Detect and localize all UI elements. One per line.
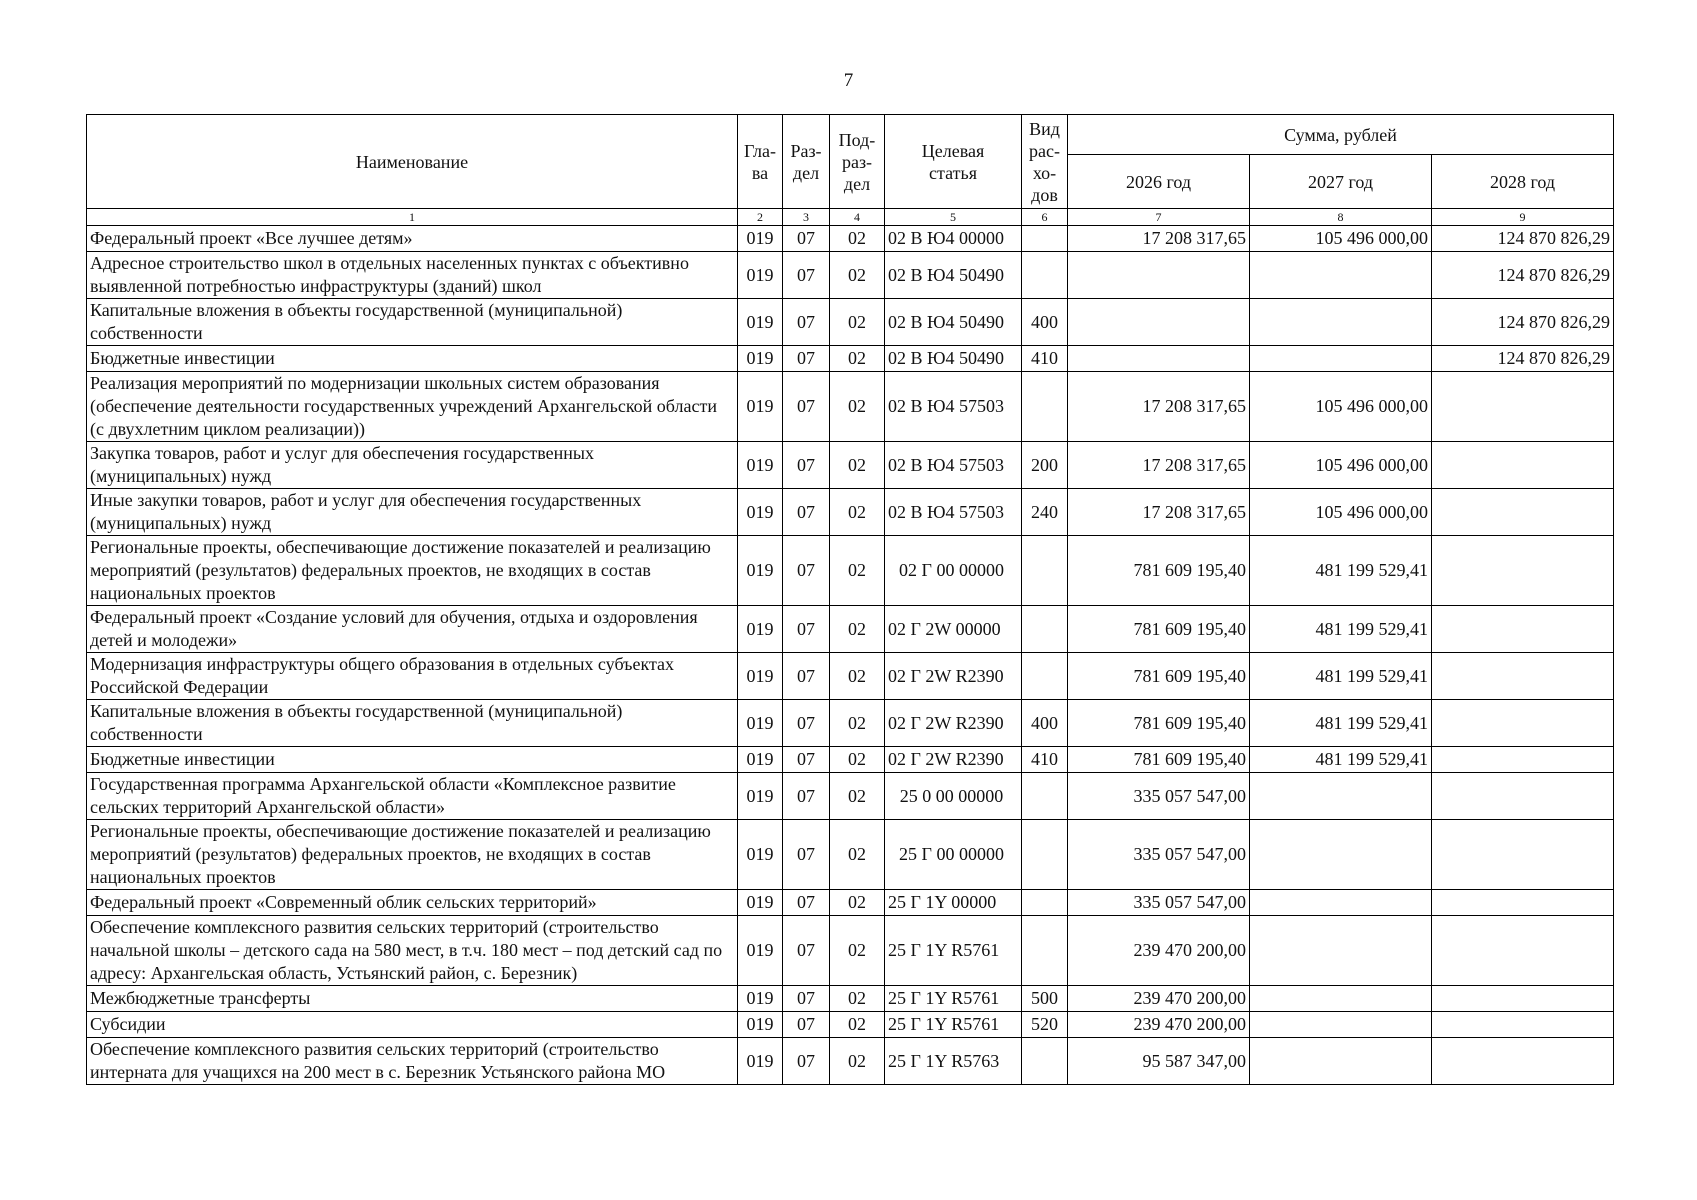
row-target-code: 02 В Ю4 00000: [885, 226, 1022, 252]
row-sum-2028: [1432, 489, 1614, 536]
row-razdel: 07: [783, 700, 830, 747]
row-podrazdel: 02: [830, 299, 885, 346]
row-sum-2027: 481 199 529,41: [1250, 606, 1432, 653]
row-razdel: 07: [783, 747, 830, 773]
row-expense-type: 200: [1022, 442, 1068, 489]
row-razdel: 07: [783, 536, 830, 606]
row-sum-2028: [1432, 773, 1614, 820]
header-podrazdel: Под- раз- дел: [830, 115, 885, 209]
row-podrazdel: 02: [830, 916, 885, 986]
row-sum-2027: [1250, 346, 1432, 372]
column-number: 2: [738, 209, 783, 226]
column-number: 8: [1250, 209, 1432, 226]
column-number: 4: [830, 209, 885, 226]
row-expense-type: [1022, 606, 1068, 653]
row-sum-2026: 335 057 547,00: [1068, 820, 1250, 890]
row-glava: 019: [738, 299, 783, 346]
row-name: Капитальные вложения в объекты государственной (муниципальной) собственности: [87, 299, 738, 346]
row-name: Региональные проекты, обеспечивающие достижение показателей и реализацию мероприятий (результатов) федеральных проектов, не входящих в состав национальных проектов: [87, 536, 738, 606]
column-number: 9: [1432, 209, 1614, 226]
row-podrazdel: 02: [830, 252, 885, 299]
row-sum-2026: 17 208 317,65: [1068, 489, 1250, 536]
row-sum-2026: 239 470 200,00: [1068, 916, 1250, 986]
column-number: 1: [87, 209, 738, 226]
row-podrazdel: 02: [830, 346, 885, 372]
row-sum-2027: 105 496 000,00: [1250, 226, 1432, 252]
row-podrazdel: 02: [830, 372, 885, 442]
row-sum-2027: [1250, 252, 1432, 299]
row-razdel: 07: [783, 226, 830, 252]
row-target-code: 02 В Ю4 50490: [885, 252, 1022, 299]
row-sum-2026: [1068, 299, 1250, 346]
row-name: Субсидии: [87, 1012, 738, 1038]
row-sum-2027: [1250, 986, 1432, 1012]
row-glava: 019: [738, 700, 783, 747]
row-expense-type: [1022, 890, 1068, 916]
row-glava: 019: [738, 346, 783, 372]
row-target-code: 25 Г 00 00000: [885, 820, 1022, 890]
row-expense-type: [1022, 773, 1068, 820]
row-razdel: 07: [783, 773, 830, 820]
row-podrazdel: 02: [830, 1012, 885, 1038]
row-glava: 019: [738, 653, 783, 700]
row-sum-2027: [1250, 299, 1432, 346]
row-expense-type: 400: [1022, 700, 1068, 747]
row-target-code: 02 В Ю4 50490: [885, 299, 1022, 346]
row-glava: 019: [738, 916, 783, 986]
row-sum-2028: 124 870 826,29: [1432, 252, 1614, 299]
header-vid: Вид рас- хо- дов: [1022, 115, 1068, 209]
row-podrazdel: 02: [830, 653, 885, 700]
row-name: Федеральный проект «Создание условий для обучения, отдыха и оздоровления детей и молодежи»: [87, 606, 738, 653]
row-sum-2026: 781 609 195,40: [1068, 747, 1250, 773]
budget-table: [86, 114, 1614, 1085]
row-sum-2028: [1432, 916, 1614, 986]
row-name: Реализация мероприятий по модернизации школьных систем образования (обеспечение деятельности государственных учреждений Архангельской области (с двухлетним циклом реализации)): [87, 372, 738, 442]
row-sum-2027: 481 199 529,41: [1250, 700, 1432, 747]
row-target-code: 02 Г 2W R2390: [885, 747, 1022, 773]
row-podrazdel: 02: [830, 773, 885, 820]
column-number: 3: [783, 209, 830, 226]
row-sum-2028: [1432, 536, 1614, 606]
row-glava: 019: [738, 747, 783, 773]
row-sum-2027: 105 496 000,00: [1250, 442, 1432, 489]
row-glava: 019: [738, 773, 783, 820]
row-podrazdel: 02: [830, 986, 885, 1012]
row-sum-2028: [1432, 747, 1614, 773]
row-sum-2027: [1250, 820, 1432, 890]
table-row: [87, 299, 1614, 346]
header-razdel: Раз- дел: [783, 115, 830, 209]
table-row: [87, 489, 1614, 536]
column-number: 6: [1022, 209, 1068, 226]
row-razdel: 07: [783, 820, 830, 890]
header-summa: Сумма, рублей: [1068, 115, 1614, 155]
table-row: [87, 773, 1614, 820]
table-row: [87, 916, 1614, 986]
row-glava: 019: [738, 489, 783, 536]
row-glava: 019: [738, 536, 783, 606]
row-target-code: 02 В Ю4 57503: [885, 442, 1022, 489]
table-row: [87, 653, 1614, 700]
row-sum-2028: [1432, 372, 1614, 442]
row-name: Адресное строительство школ в отдельных населенных пунктах с объективно выявленной потребностью инфраструктуры (зданий) школ: [87, 252, 738, 299]
row-sum-2026: 17 208 317,65: [1068, 442, 1250, 489]
table-row: [87, 747, 1614, 773]
row-sum-2026: 239 470 200,00: [1068, 986, 1250, 1012]
row-sum-2028: [1432, 820, 1614, 890]
header-glava: Гла- ва: [738, 115, 783, 209]
row-podrazdel: 02: [830, 747, 885, 773]
row-glava: 019: [738, 372, 783, 442]
row-podrazdel: 02: [830, 1038, 885, 1085]
row-target-code: 02 Г 2W R2390: [885, 653, 1022, 700]
table-row: [87, 1038, 1614, 1085]
table-row: [87, 986, 1614, 1012]
row-razdel: 07: [783, 346, 830, 372]
row-sum-2028: [1432, 442, 1614, 489]
row-podrazdel: 02: [830, 536, 885, 606]
row-sum-2026: [1068, 346, 1250, 372]
row-expense-type: [1022, 1038, 1068, 1085]
row-sum-2026: [1068, 252, 1250, 299]
row-podrazdel: 02: [830, 890, 885, 916]
row-glava: 019: [738, 1012, 783, 1038]
row-expense-type: 520: [1022, 1012, 1068, 1038]
row-expense-type: [1022, 916, 1068, 986]
table-row: [87, 890, 1614, 916]
row-glava: 019: [738, 986, 783, 1012]
row-glava: 019: [738, 226, 783, 252]
row-razdel: 07: [783, 1038, 830, 1085]
row-razdel: 07: [783, 299, 830, 346]
column-number: 5: [885, 209, 1022, 226]
row-razdel: 07: [783, 606, 830, 653]
row-name: Государственная программа Архангельской области «Комплексное развитие сельских территорий Архангельской области»: [87, 773, 738, 820]
row-expense-type: 240: [1022, 489, 1068, 536]
row-sum-2026: 239 470 200,00: [1068, 1012, 1250, 1038]
row-podrazdel: 02: [830, 226, 885, 252]
row-name: Иные закупки товаров, работ и услуг для обеспечения государственных (муниципальных) нужд: [87, 489, 738, 536]
row-target-code: 25 Г 1Y 00000: [885, 890, 1022, 916]
row-podrazdel: 02: [830, 489, 885, 536]
row-sum-2028: [1432, 606, 1614, 653]
row-razdel: 07: [783, 442, 830, 489]
row-sum-2027: [1250, 890, 1432, 916]
row-target-code: 02 В Ю4 57503: [885, 372, 1022, 442]
column-number: 7: [1068, 209, 1250, 226]
row-sum-2027: 105 496 000,00: [1250, 372, 1432, 442]
row-sum-2027: [1250, 1038, 1432, 1085]
header-year-2028: 2028 год: [1432, 155, 1614, 209]
row-expense-type: [1022, 653, 1068, 700]
row-razdel: 07: [783, 1012, 830, 1038]
row-razdel: 07: [783, 986, 830, 1012]
row-sum-2027: 481 199 529,41: [1250, 536, 1432, 606]
row-target-code: 02 Г 2W R2390: [885, 700, 1022, 747]
row-sum-2026: 17 208 317,65: [1068, 226, 1250, 252]
row-podrazdel: 02: [830, 700, 885, 747]
row-target-code: 02 В Ю4 57503: [885, 489, 1022, 536]
row-sum-2027: [1250, 1012, 1432, 1038]
row-name: Обеспечение комплексного развития сельских территорий (строительство начальной школы – детского сада на 580 мест, в т.ч. 180 мест – под детский сад по адресу: Архангельская область, Устьянский район, с. Березник): [87, 916, 738, 986]
row-name: Обеспечение комплексного развития сельских территорий (строительство интерната для учащихся на 200 мест в с. Березник Устьянского района МО: [87, 1038, 738, 1085]
row-sum-2028: 124 870 826,29: [1432, 346, 1614, 372]
row-podrazdel: 02: [830, 820, 885, 890]
row-glava: 019: [738, 1038, 783, 1085]
row-razdel: 07: [783, 890, 830, 916]
row-target-code: 25 Г 1Y R5761: [885, 916, 1022, 986]
table-row: [87, 536, 1614, 606]
row-sum-2027: 105 496 000,00: [1250, 489, 1432, 536]
table-row: [87, 442, 1614, 489]
row-glava: 019: [738, 890, 783, 916]
row-target-code: 25 0 00 00000: [885, 773, 1022, 820]
row-sum-2028: [1432, 700, 1614, 747]
row-expense-type: [1022, 372, 1068, 442]
row-expense-type: 500: [1022, 986, 1068, 1012]
row-podrazdel: 02: [830, 606, 885, 653]
row-glava: 019: [738, 820, 783, 890]
row-razdel: 07: [783, 252, 830, 299]
row-target-code: 25 Г 1Y R5761: [885, 1012, 1022, 1038]
row-expense-type: [1022, 252, 1068, 299]
column-number-row: [87, 209, 1614, 226]
row-name: Бюджетные инвестиции: [87, 747, 738, 773]
row-sum-2027: [1250, 773, 1432, 820]
row-sum-2026: 335 057 547,00: [1068, 890, 1250, 916]
header-name: Наименование: [87, 115, 738, 209]
row-expense-type: [1022, 536, 1068, 606]
row-sum-2026: 335 057 547,00: [1068, 773, 1250, 820]
row-glava: 019: [738, 442, 783, 489]
header-row-top: [87, 115, 1614, 155]
row-sum-2028: [1432, 653, 1614, 700]
row-sum-2026: 781 609 195,40: [1068, 536, 1250, 606]
row-sum-2027: 481 199 529,41: [1250, 747, 1432, 773]
row-glava: 019: [738, 606, 783, 653]
row-sum-2026: 95 587 347,00: [1068, 1038, 1250, 1085]
row-expense-type: 400: [1022, 299, 1068, 346]
row-name: Капитальные вложения в объекты государственной (муниципальной) собственности: [87, 700, 738, 747]
row-sum-2028: [1432, 890, 1614, 916]
row-name: Модернизация инфраструктуры общего образования в отдельных субъектах Российской Федерации: [87, 653, 738, 700]
row-target-code: 02 Г 2W 00000: [885, 606, 1022, 653]
row-razdel: 07: [783, 489, 830, 536]
table-row: [87, 1012, 1614, 1038]
row-name: Закупка товаров, работ и услуг для обеспечения государственных (муниципальных) нужд: [87, 442, 738, 489]
row-sum-2028: [1432, 1012, 1614, 1038]
table-row: [87, 226, 1614, 252]
row-razdel: 07: [783, 916, 830, 986]
row-sum-2026: 17 208 317,65: [1068, 372, 1250, 442]
table-row: [87, 606, 1614, 653]
header-year-2026: 2026 год: [1068, 155, 1250, 209]
row-podrazdel: 02: [830, 442, 885, 489]
row-sum-2026: 781 609 195,40: [1068, 653, 1250, 700]
row-sum-2028: 124 870 826,29: [1432, 299, 1614, 346]
row-expense-type: [1022, 820, 1068, 890]
row-sum-2028: [1432, 986, 1614, 1012]
row-target-code: 25 Г 1Y R5761: [885, 986, 1022, 1012]
row-name: Бюджетные инвестиции: [87, 346, 738, 372]
table-row: [87, 252, 1614, 299]
row-target-code: 02 В Ю4 50490: [885, 346, 1022, 372]
header-celevaya: Целевая статья: [885, 115, 1022, 209]
row-target-code: 02 Г 00 00000: [885, 536, 1022, 606]
row-name: Межбюджетные трансферты: [87, 986, 738, 1012]
row-name: Федеральный проект «Современный облик сельских территорий»: [87, 890, 738, 916]
row-sum-2027: 481 199 529,41: [1250, 653, 1432, 700]
table-row: [87, 700, 1614, 747]
row-sum-2026: 781 609 195,40: [1068, 700, 1250, 747]
row-sum-2028: 124 870 826,29: [1432, 226, 1614, 252]
row-razdel: 07: [783, 653, 830, 700]
header-year-2027: 2027 год: [1250, 155, 1432, 209]
row-sum-2028: [1432, 1038, 1614, 1085]
table-row: [87, 820, 1614, 890]
table-row: [87, 346, 1614, 372]
table-row: [87, 372, 1614, 442]
row-glava: 019: [738, 252, 783, 299]
row-sum-2027: [1250, 916, 1432, 986]
row-expense-type: 410: [1022, 747, 1068, 773]
row-name: Федеральный проект «Все лучшее детям»: [87, 226, 738, 252]
row-target-code: 25 Г 1Y R5763: [885, 1038, 1022, 1085]
row-name: Региональные проекты, обеспечивающие достижение показателей и реализацию мероприятий (результатов) федеральных проектов, не входящих в состав национальных проектов: [87, 820, 738, 890]
row-expense-type: [1022, 226, 1068, 252]
row-sum-2026: 781 609 195,40: [1068, 606, 1250, 653]
page-number: 7: [843, 70, 854, 91]
row-expense-type: 410: [1022, 346, 1068, 372]
row-razdel: 07: [783, 372, 830, 442]
